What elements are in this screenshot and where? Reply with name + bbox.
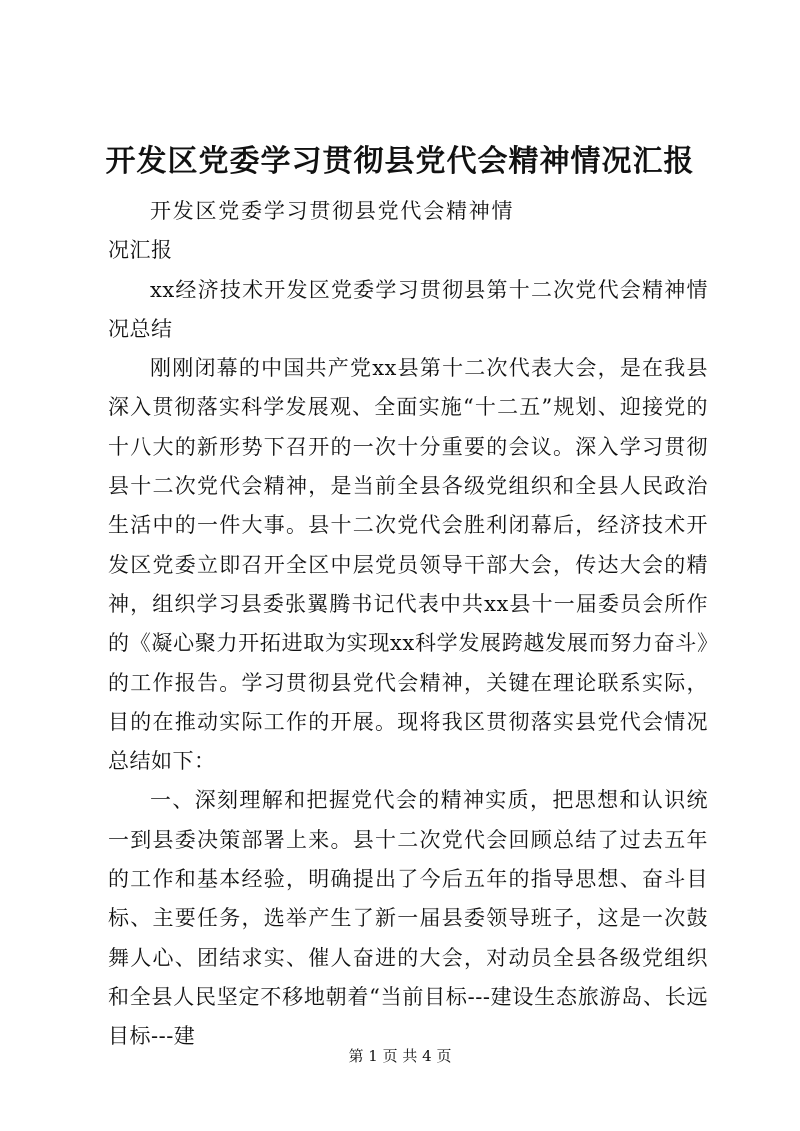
document-title: 开发区党委学习贯彻县党代会精神情况汇报 [105, 144, 695, 179]
document-body [108, 192, 708, 1057]
intro-paragraph: 刚刚闭幕的中国共产党xx县第十二次代表大会，是在我县深入贯彻落实科学发展观、全面实施“十二五”规划、迎接党的十八大的新形势下召开的一次十分重要的会议。深入学习贯彻县十二次党代会精神，是当前全县各级党组织和全县人民政治生活中的一件大事。县十二次党代会胜利闭幕后，经济技术开发区党委立即召开全区中层党员领导干部大会，传达大会的精神，组织学习县委张翼腾书记代表中共xx县十一届委员会所作的《凝心聚力开拓进取为实现xx科学发展跨越发展而努力奋斗》的工作报告。学习贯彻县党代会精神，关键在理论联系实际，目的在推动实际工作的开展。现将我区贯彻落实县党代会情况总结如下： [108, 356, 708, 774]
subtitle-paragraph: 开发区党委学习贯彻县党代会精神情况汇报 [108, 199, 513, 263]
section-one-paragraph: 一、深刻理解和把握党代会的精神实质，把思想和认识统一到县委决策部署上来。县十二次党代会回顾总结了过去五年的工作和基本经验，明确提出了今后五年的指导思想、奋斗目标、主要任务，选举产生了新一届县委领导班子，这是一次鼓舞人心、团结求实、催人奋进的大会，对动员全县各级党组织和全县人民坚定不移地朝着“当前目标---建设生态旅游岛、长远目标---建 [108, 788, 708, 1049]
summary-heading-paragraph: xx经济技术开发区党委学习贯彻县第十二次党代会精神情况总结 [108, 277, 708, 341]
page-footer: 第 1 页 共 4 页 [348, 1047, 452, 1065]
